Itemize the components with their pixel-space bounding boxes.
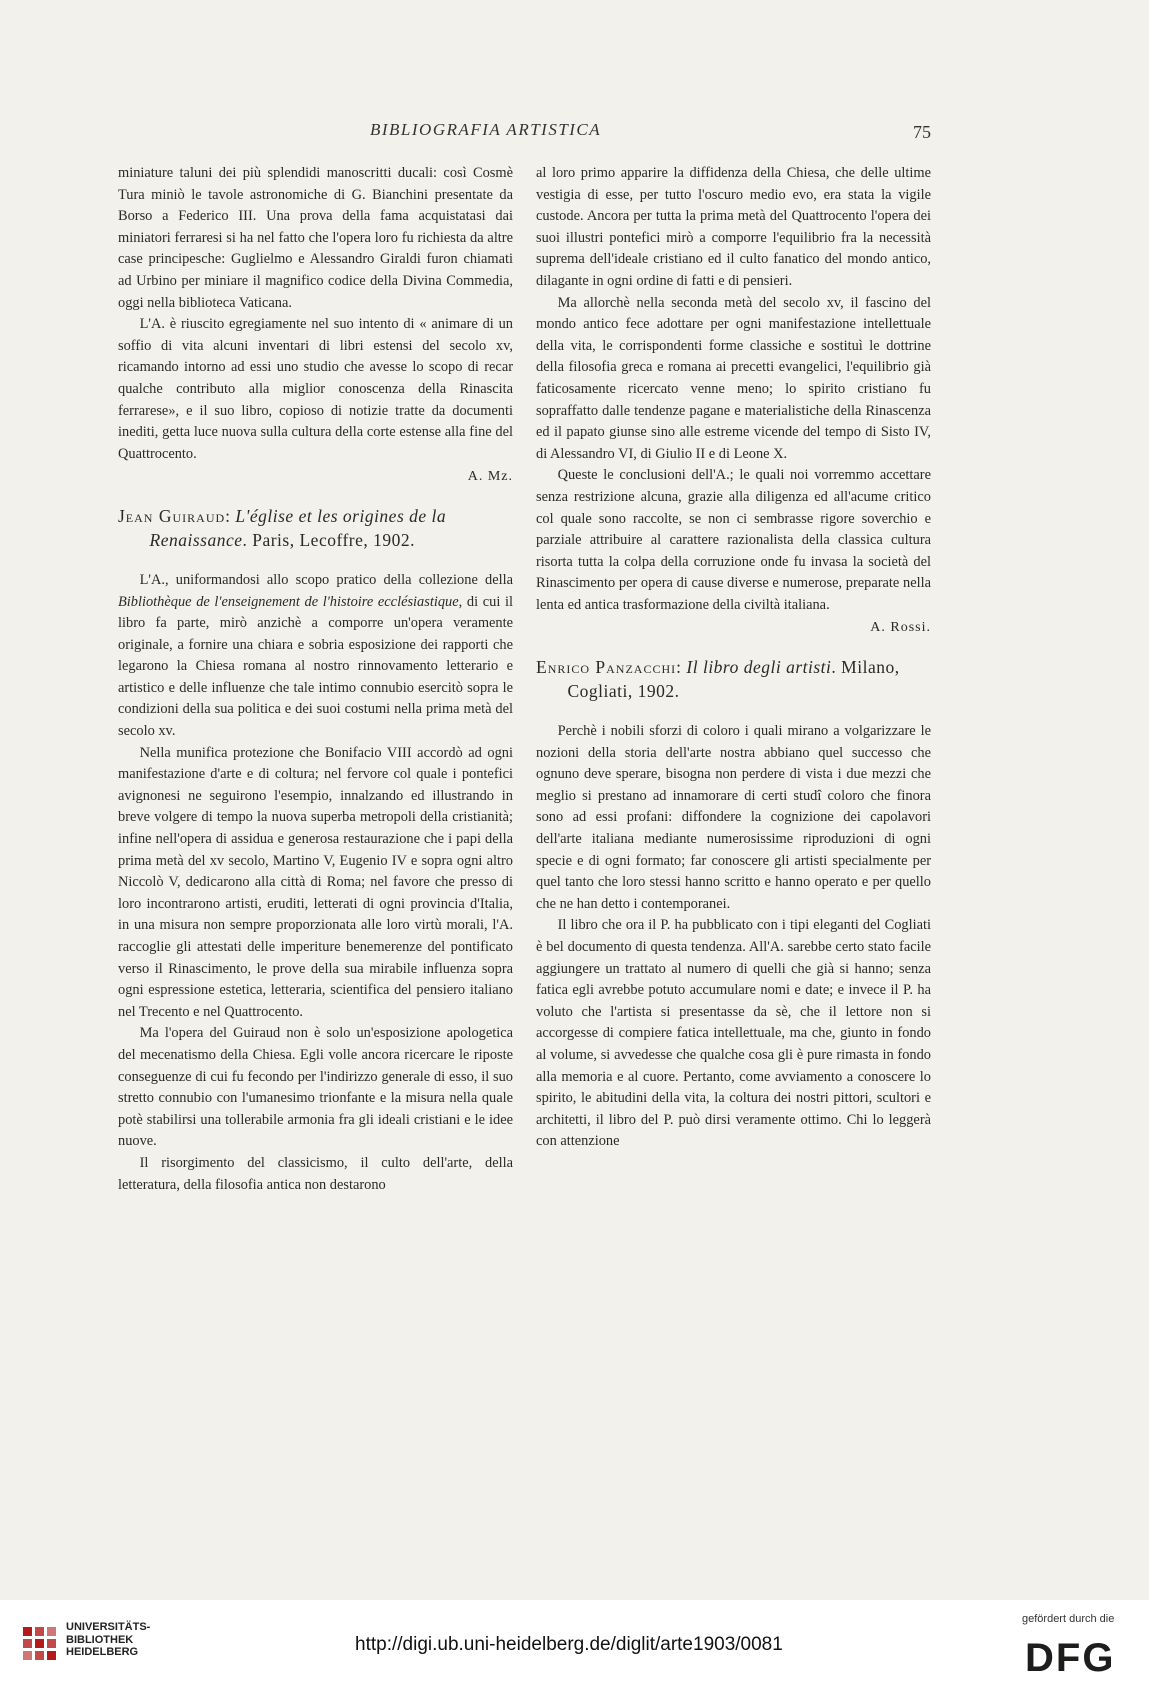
paragraph: miniature taluni dei più splendidi manoscritti ducali: così Cosmè Tura miniò le tavole astronomiche di G. Bianchini presentate da Borso a Federico III. Una prova della fama acquistatasi dai miniatori ferraresi si ha nel fatto che l'opera loro fu richiesta da altre case principesche: Guglielmo e Alessandro Giraldi furon chiamati ad Urbino per miniare il magnifico codice della Divina Commedia, oggi nella biblioteca Vaticana. <box>118 165 513 311</box>
dfg-logo: DFG <box>1025 1636 1116 1680</box>
paragraph: Ma allorchè nella seconda metà del secolo xv, il fascino del mondo antico fece adottare per ogni manifestazione intellettuale della vita, le corrispondenti forme classiche e sostituì le dottrine della filosofia greca e romana ai precetti evangelici, l'equilibrio già faticosamente ricercato venne meno; lo spirito cristiano fu sopraffatto dalle tendenze pagane e materialistiche della Rinascenza ed il papato giunse sino alle estreme vicende del tempo di Sisto IV, di Alessandro VI, di Giulio II e di Leone X. <box>536 294 931 462</box>
entry-separator: : <box>225 505 236 526</box>
series-title: Bibliothèque de l'enseignement de l'histoire ecclésiastique <box>118 593 459 610</box>
paragraph: Queste le conclusioni dell'A.; le quali noi vorremmo accettare senza restrizione alcuna, grazie alla diligenza ed all'acume critico col quale sono raccolte, se non ci sembrasse rigore soverchio e parziale attribuire al carattere razionalista della classica cultura risorta tutta la colpa della corruzione onde fu invasa la società del Rinascimento per opera di cause diverse e numerose, preparate nella lenta ed antica trasformazione della civiltà italiana. <box>536 467 931 613</box>
entry-author: Enrico Panzacchi <box>536 657 677 678</box>
entry-publisher: . Paris, Lecoffre, 1902. <box>242 529 416 550</box>
paragraph: L'A. è riuscito egregiamente nel suo intento di « animare di un soffio di vita alcuni inventari di libri estensi del secolo xv, ricamando intorno ad essi uno studio che avesse lo scopo di recar qualche contributo alla miglior conoscenza della Rinascita ferrarese», e il suo libro, copioso di notizie tratte da documenti inediti, getta luce nuova sulla cultura della corte estense alla fine del Quattrocento. <box>118 316 513 462</box>
right-column <box>536 163 931 1153</box>
sponsor-text: gefördert durch die <box>1022 1613 1115 1625</box>
university-library-logo-icon <box>20 1624 58 1662</box>
paragraph: Nella munifica protezione che Bonifacio VIII accordò ad ogni manifestazione d'arte e di coltura; nel fervore col quale i pontefici avignonesi ne seguirono l'esempio, innalzando ed illustrando in breve volgere di tempo la nuova superba metropoli della cristianità; infine nell'opera di assidua e generosa restaurazione che i papi della prima metà del xv secolo, Martino V, Eugenio IV e sopra ogni altro Niccolò V, dedicarono alla città di Roma; nel favore che presso di loro incontrarono artisti, eruditi, letterati di ogni provincia d'Italia, in una misura non sempre proporzionata alle loro virtù morali, l'A. raccoglie gli attestati delle imperiture benemerenze del pontificato verso il Rinascimento, le prove della sua mirabile influenza sopra ogni espressione estetica, letteraria, scientifica del pensiero italiano nel Trecento e nel Quattrocento. <box>118 744 513 1020</box>
permalink-url[interactable]: http://digi.ub.uni-heidelberg.de/diglit/arte1903/0081 <box>355 1634 783 1655</box>
paragraph: Ma l'opera del Guiraud non è solo un'esposizione apologetica del mecenatismo della Chiesa. Egli volle ancora ricercare le riposte conseguenze di cui fu fecondo per l'indirizzo generale di esso, il suo stretto connubio con l'umanesimo trionfante e la misura nella quale potè stabilirsi una tollerabile armonia fra gli ideali cristiani e le idee nuove. <box>118 1025 513 1150</box>
paragraph: al loro primo apparire la diffidenza della Chiesa, che delle ultime vestigia di esse, per tutto l'oscuro medio evo, era stata la vigile custode. Ancora per tutta la prima metà del Quattrocento l'opera dei suoi illustri pontefici mirò a comporre l'equilibrio fra la necessità suprema dell'ideale cristiano ed il culto fanatico del mondo antico, dilagante in ogni ordine di fatti e di pensieri. <box>536 165 931 289</box>
page-header <box>0 120 1149 150</box>
university-library-name <box>66 1621 150 1659</box>
entry-separator: : <box>676 657 687 678</box>
entry-title: L'église et les origines de la Renaissance <box>149 505 447 550</box>
reviewer-signature: A. Mz. <box>467 469 513 485</box>
paragraph: Il libro che ora il P. ha pubblicato con i tipi eleganti del Cogliati è bel documento di questa tendenza. All'A. sarebbe certo stato facile aggiungere un trattato al numero di quelli che già si hanno; senza fatica egli avrebbe potuto accumulare nomi e date; e invece il P. ha voluto che l'artista si presentasse da sè, che il lettore non si accorgesse di compiere fatica intellettuale, ma che, giunto in fondo al volume, si avvedesse che qualche cosa gli è pure rimasta in fondo alla memoria e al cuore. Pertanto, come avviamento a conoscere lo spirito, le abitudini della vita, la coltura dei nostri pittori, scultori e architetti, il libro del P. può dirsi veramente ottimo. Chi lo leggerà con attenzione <box>536 917 931 1150</box>
institution-line: HEIDELBERG <box>66 1646 139 1658</box>
paragraph <box>118 570 513 743</box>
running-title: BIBLIOGRAFIA ARTISTICA <box>370 120 602 139</box>
page-number: 75 <box>913 122 931 142</box>
entry-title: Il libro degli artisti <box>686 657 832 678</box>
paragraph: Perchè i nobili sforzi di coloro i quali mirano a volgarizzare le nozioni della storia dell'arte nostra abbiano quel successo che ognuno deve sperare, bisogna non perdere di vista i due mezzi che meglio si prestano ad innamorare di certi studî coloro che finora sono ad essi profani: diffondere la cognizione dei capolavori dell'arte italiana mediante numerosissime riproduzioni di ogni specie e di ogni formato; far conoscere gli artisti specialmente per quel tanto che loro stessi hanno scritto e hanno operato e per quello che ne han detto i contemporanei. <box>536 723 931 912</box>
entry-publisher: . Milano, Cogliati, 1902. <box>567 657 900 702</box>
footer-bar <box>0 1600 1149 1695</box>
institution-line: BIBLIOTHEK <box>66 1633 134 1646</box>
bibliography-entry-heading <box>118 504 513 552</box>
bibliography-entry-heading <box>536 655 931 703</box>
paragraph: Il risorgimento del classicismo, il culto dell'arte, della letteratura, della filosofia antica non destarono <box>118 1154 513 1193</box>
paragraph-text: L'A., uniformandosi allo scopo pratico della collezione della <box>139 571 513 588</box>
reviewer-signature: A. Rossi. <box>870 620 931 636</box>
left-column <box>118 163 513 1196</box>
entry-author: Jean Guiraud <box>118 505 226 526</box>
institution-line: UNIVERSITÄTS- <box>66 1621 151 1633</box>
paragraph-text: , di cui il libro fa parte, mirò anzichè a comporre un'opera veramente originale, a fornire una chiara e sobria esposizione dei rapporti che legarono la Chiesa romana al nostro rinnovamento letterario e artistico e delle influenze che tale intimo connubio esercitò sopra le condizioni della sua politica e dei suoi costumi nella prima metà del secolo xv. <box>118 593 513 740</box>
